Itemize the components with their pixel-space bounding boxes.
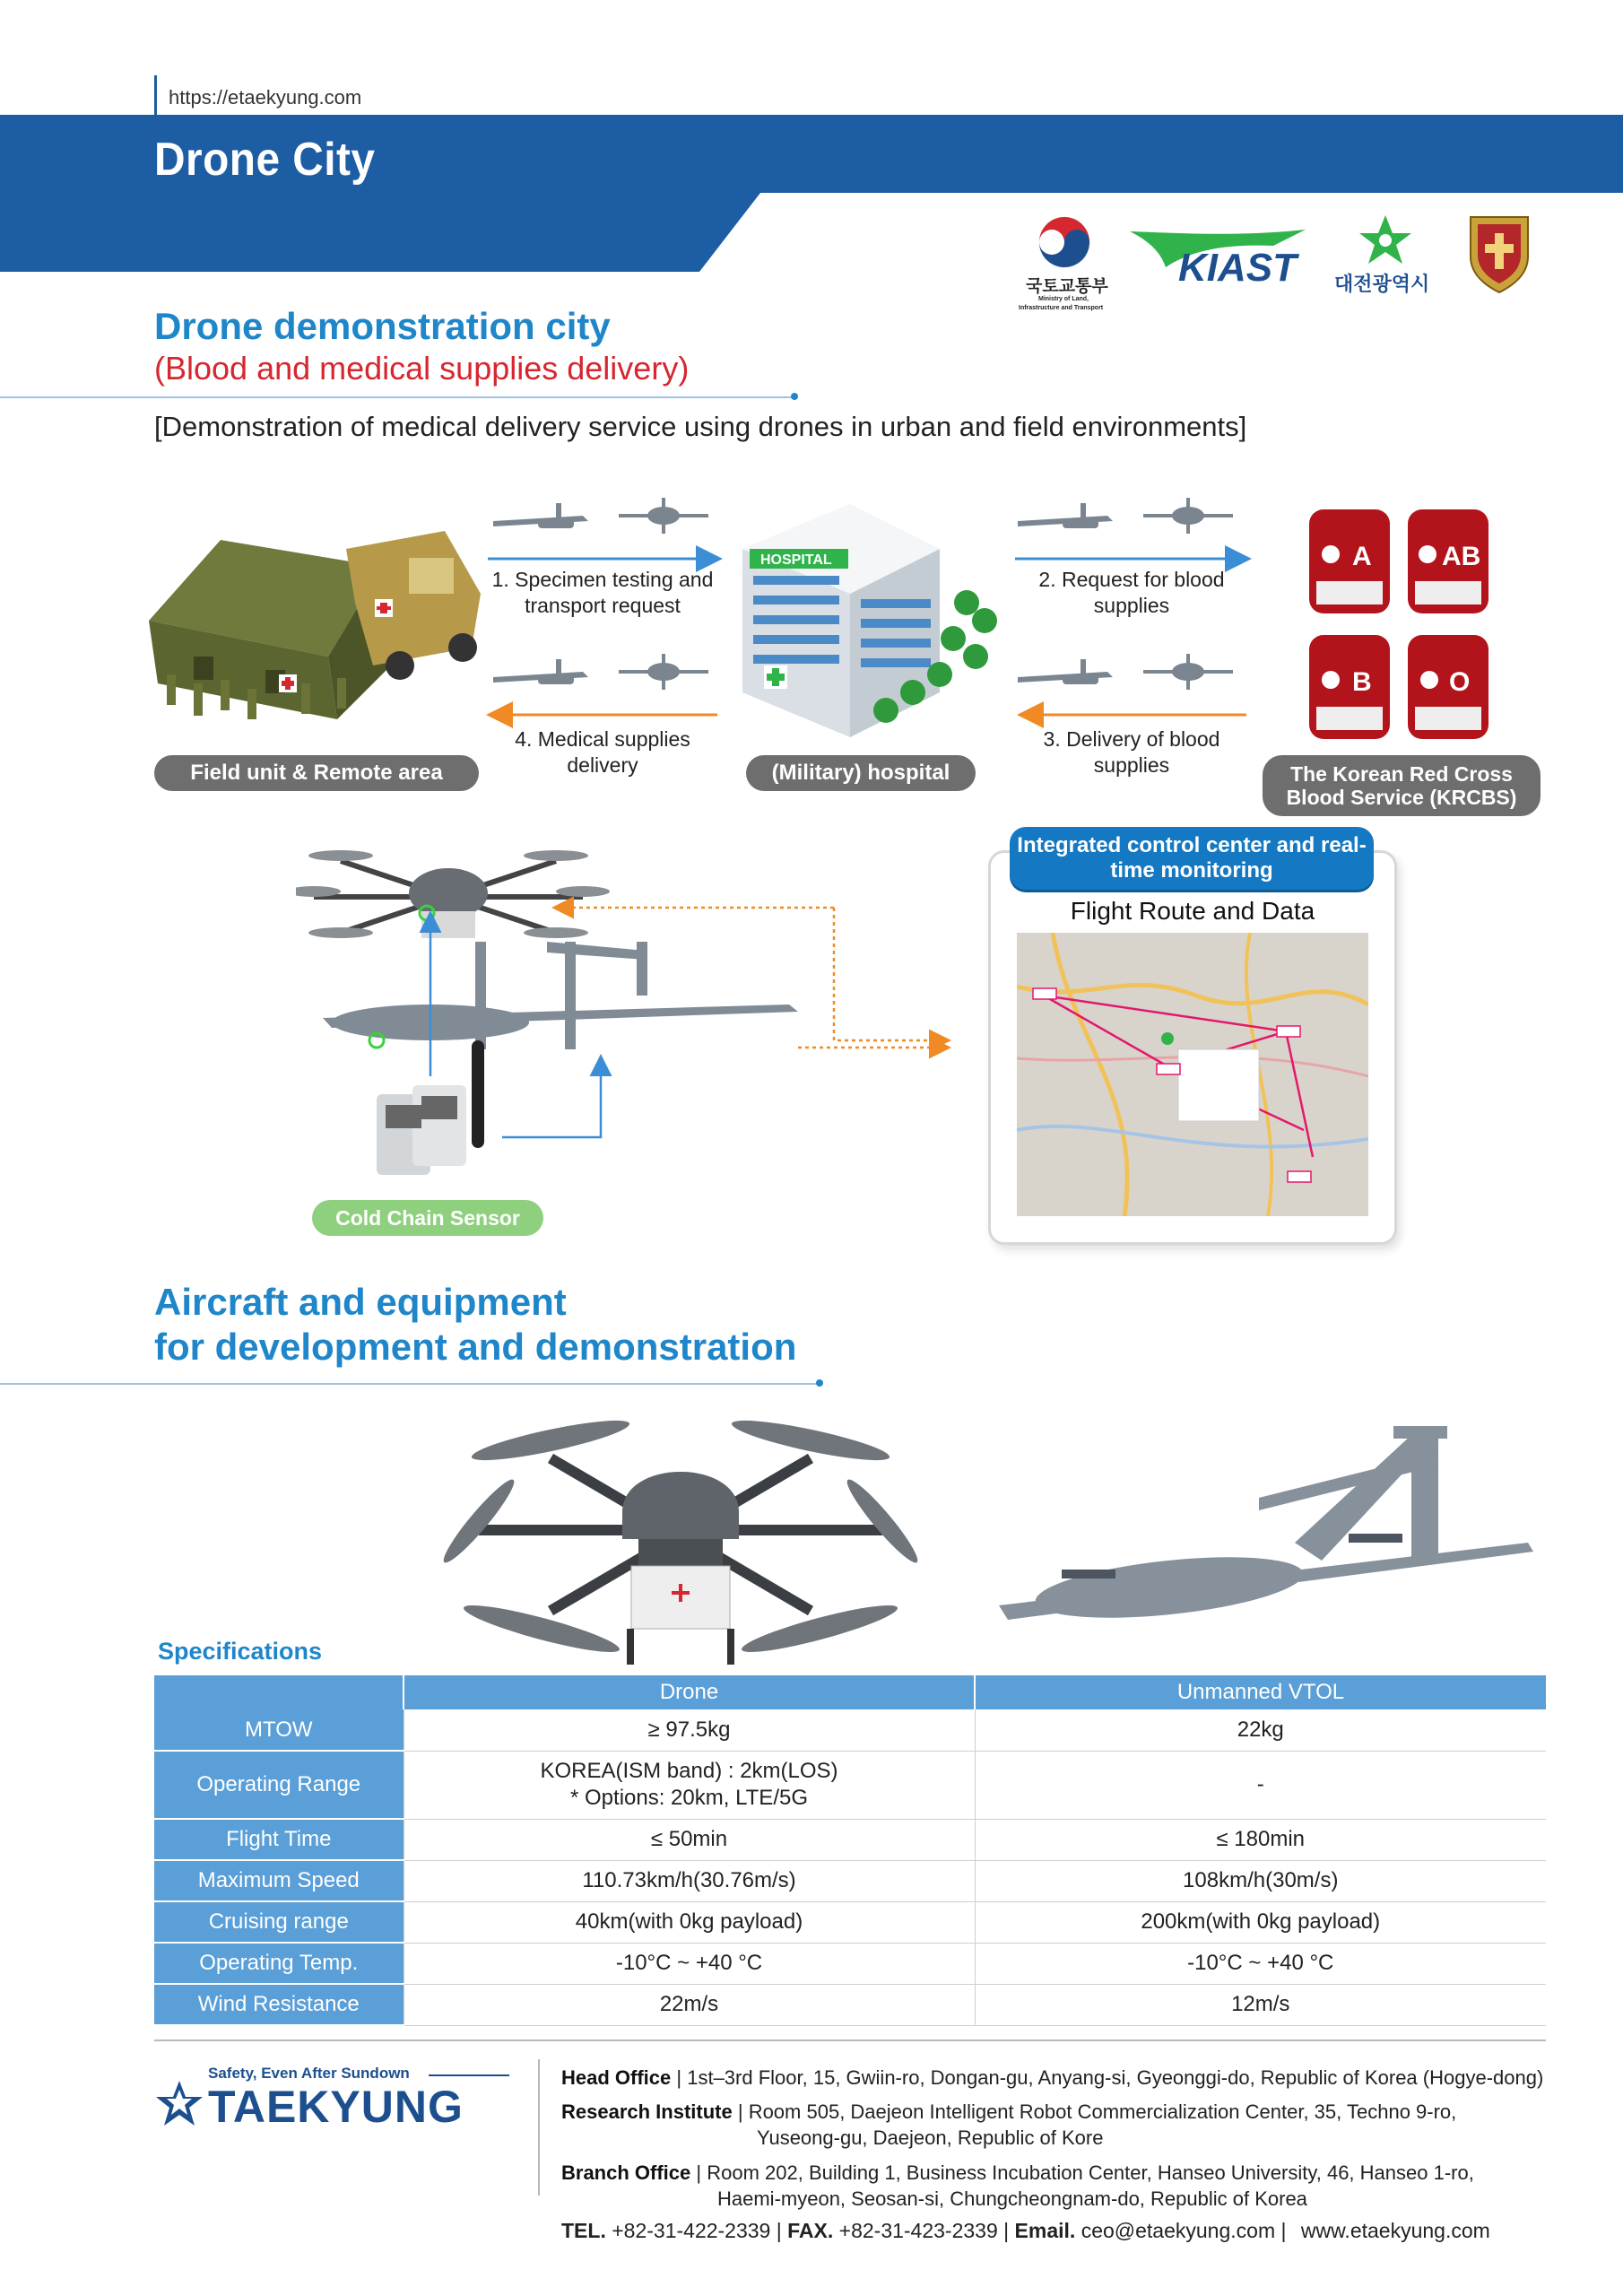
spec-drone-value-line2: * Options: 20km, LTE/5G	[570, 1786, 808, 1810]
email-label: Email.	[1014, 2219, 1076, 2242]
section-description: [Demonstration of medical delivery service using drones in urban and field environments]	[154, 411, 1247, 442]
page-url[interactable]: https://etaekyung.com	[169, 86, 362, 109]
flow-step-4: 4. Medical supplies delivery	[515, 727, 690, 777]
monitoring-illustration	[296, 834, 995, 1193]
army-medical-emblem-icon	[1463, 212, 1535, 294]
head-office-label: Head Office	[561, 2066, 672, 2089]
footer-contact: TEL. +82-31-422-2339 | FAX. +82-31-423-2339 | Email. ceo@etaekyung.com | www.etaekyung.com	[561, 2219, 1490, 2242]
blood-type-b: B	[1352, 667, 1372, 697]
monitoring-panel-title: Flight Route and Data	[1070, 897, 1315, 925]
tel-value[interactable]: +82-31-422-2339	[612, 2219, 771, 2242]
table-row	[154, 1943, 1546, 1984]
head-office-text: 1st–3rd Floor, 15, Gwiin-ro, Dongan-gu, Anyang-si, Gyeonggi-do, Republic of Korea (Hogye-dong)	[687, 2066, 1544, 2089]
spec-vtol-value: 12m/s	[975, 1984, 1546, 2025]
hexacopter-drone-image	[443, 1405, 918, 1674]
research-text-1: Room 505, Daejeon Intelligent Robot Commercialization Center, 35, Techno 9-ro,	[748, 2100, 1457, 2123]
section-title-aircraft-line2: for development and demonstration	[154, 1326, 797, 1368]
footer-divider	[154, 2039, 1546, 2041]
spec-drone-value: 110.73km/h(30.76m/s)	[404, 1860, 975, 1901]
table-row	[154, 1751, 1546, 1819]
label-field-unit: Field unit & Remote area	[154, 755, 479, 791]
spec-vtol-value: -	[975, 1751, 1546, 1819]
blood-type-ab: AB	[1442, 542, 1481, 571]
section-divider	[0, 396, 793, 398]
specifications-title: Specifications	[158, 1638, 323, 1665]
label-hospital: (Military) hospital	[746, 755, 976, 791]
flow-step-3: 3. Delivery of blood supplies	[1043, 727, 1220, 777]
label-cold-chain-sensor: Cold Chain Sensor	[312, 1200, 543, 1236]
section-title-aircraft-line1: Aircraft and equipment	[154, 1281, 567, 1323]
blood-bags-illustration	[1300, 491, 1497, 752]
flow-step-2: 2. Request for blood supplies	[1038, 568, 1225, 617]
specifications-table	[154, 1675, 1546, 2026]
section2-divider	[0, 1383, 818, 1385]
spec-header-empty	[154, 1675, 404, 1709]
research-institute-address: Research Institute | Room 505, Daejeon Intelligent Robot Commercialization Center, 35, Techno 9-ro, Yuseong-gu, Daejeon, Republic of Kore	[561, 2099, 1456, 2151]
branch-text-2: Haemi-myeon, Seosan-si, Chungcheongnam-do, Republic of Korea	[717, 2187, 1307, 2211]
footer-vertical-divider	[538, 2059, 540, 2196]
url-accent-bar	[154, 75, 157, 115]
tel-label: TEL.	[561, 2219, 606, 2242]
monitoring-panel-header: Integrated control center and real-time monitoring	[1010, 827, 1374, 890]
spec-header-vtol: Unmanned VTOL	[975, 1675, 1546, 1709]
spec-vtol-value: 108km/h(30m/s)	[975, 1860, 1546, 1901]
branch-label: Branch Office	[561, 2161, 691, 2184]
spec-drone-value	[404, 1751, 975, 1819]
branch-office-address: Branch Office | Room 202, Building 1, Business Incubation Center, Hanseo University, 46, Hanseo 1-ro, Haemi-myeon, Seosan-si, Chungcheongnam-do, Republic of Korea	[561, 2160, 1474, 2212]
molit-korean-name: 국토교통부	[1026, 276, 1108, 296]
footer-brand-logo: TAEKYUNG	[208, 2082, 464, 2132]
fax-label: FAX.	[787, 2219, 834, 2242]
spec-vtol-value: -10°C ~ +40 °C	[975, 1943, 1546, 1984]
table-row	[154, 1819, 1546, 1860]
table-row	[154, 1901, 1546, 1943]
section-divider-dot	[791, 393, 798, 400]
footer-tagline-line	[429, 2074, 509, 2076]
table-row	[154, 1860, 1546, 1901]
table-row	[154, 1709, 1546, 1751]
flow-step-1: 1. Specimen testing and transport request	[491, 568, 714, 617]
spec-drone-value: 22m/s	[404, 1984, 975, 2025]
head-office-address: Head Office | 1st–3rd Floor, 15, Gwiin-ro, Dongan-gu, Anyang-si, Gyeonggi-do, Republic of Korea (Hogye-dong)	[561, 2066, 1544, 2089]
hospital-sign: HOSPITAL	[760, 552, 832, 568]
section-title-demonstration-city: Drone demonstration city	[154, 305, 611, 347]
blood-type-a: A	[1352, 542, 1372, 571]
daejeon-emblem-icon	[1354, 213, 1417, 267]
spec-label: Operating Temp.	[154, 1943, 404, 1984]
molit-english-1: Ministry of Land,	[1038, 296, 1089, 302]
kiast-logo-text: KIAST	[1178, 246, 1297, 290]
spec-drone-value: -10°C ~ +40 °C	[404, 1943, 975, 1984]
spec-label: Flight Time	[154, 1819, 404, 1860]
fax-value: +82-31-423-2339	[838, 2219, 998, 2242]
field-unit-illustration	[140, 513, 490, 737]
vtol-aircraft-image	[990, 1417, 1537, 1641]
research-text-2: Yuseong-gu, Daejeon, Republic of Kore	[757, 2126, 1104, 2150]
spec-vtol-value: ≤ 180min	[975, 1819, 1546, 1860]
spec-label: MTOW	[154, 1709, 404, 1751]
spec-label: Cruising range	[154, 1901, 404, 1943]
spec-drone-value: 40km(with 0kg payload)	[404, 1901, 975, 1943]
spec-header-drone: Drone	[404, 1675, 975, 1709]
blood-type-o: O	[1449, 667, 1471, 697]
flight-route-map[interactable]	[1017, 933, 1368, 1216]
spec-drone-value-line1: KOREA(ISM band) : 2km(LOS)	[540, 1759, 838, 1783]
page-title: Drone City	[154, 134, 376, 186]
spec-vtol-value: 200km(with 0kg payload)	[975, 1901, 1546, 1943]
table-row	[154, 1984, 1546, 2025]
footer-tagline: Safety, Even After Sundown	[208, 2065, 410, 2082]
molit-english-2: Infrastructure and Transport	[1019, 305, 1104, 311]
research-label: Research Institute	[561, 2100, 733, 2123]
label-red-cross: The Korean Red Cross Blood Service (KRCBS)	[1263, 755, 1541, 816]
daejeon-logo-text: 대전광역시	[1334, 274, 1430, 296]
section2-divider-dot	[816, 1379, 823, 1387]
partner-logos	[1013, 213, 1551, 321]
spec-drone-value: ≥ 97.5kg	[404, 1709, 975, 1751]
taekyung-star-icon	[152, 2077, 206, 2131]
spec-label: Wind Resistance	[154, 1984, 404, 2025]
branch-text-1: Room 202, Building 1, Business Incubation Center, Hanseo University, 46, Hanseo 1-ro,	[707, 2161, 1474, 2184]
email-link[interactable]: ceo@etaekyung.com	[1081, 2219, 1276, 2242]
spec-label: Maximum Speed	[154, 1860, 404, 1901]
section-subtitle-blood-delivery: (Blood and medical supplies delivery)	[154, 350, 690, 387]
spec-vtol-value: 22kg	[975, 1709, 1546, 1751]
spec-drone-value: ≤ 50min	[404, 1819, 975, 1860]
spec-label: Operating Range	[154, 1751, 404, 1819]
website-link[interactable]: www.etaekyung.com	[1300, 2219, 1490, 2242]
